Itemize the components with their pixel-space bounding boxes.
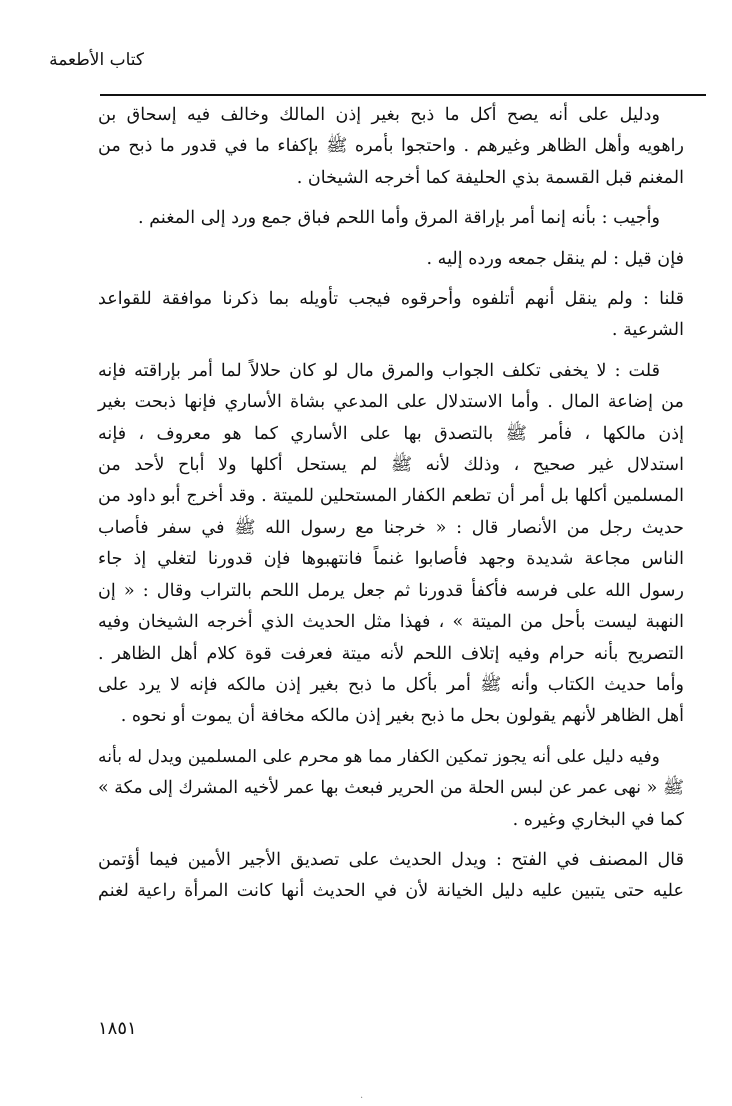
text-line: وأجيب : بأنه إنما أمر بإراقة المرق وأما اللحم فباق جمع ورد إلى المغنم . xyxy=(138,208,660,229)
text-line: النهبة ليست بأحل من الميتة » ، فهذا مثل الحديث الذي أخرجه الشيخان وفيه xyxy=(98,612,684,633)
paragraph xyxy=(98,203,684,234)
text-line: استدلال غير صحيح ، وذلك لأنه ﷺ لم يستحل أكلها ولا أباح لأحد من xyxy=(98,455,684,476)
paragraph xyxy=(98,244,684,275)
text-line: أهل الظاهر لأنهم يقولون بحل ما ذبح بغير إذن مالكه مخافة أن يموت أو نحوه . xyxy=(120,706,684,727)
text-line: رسول الله على فرسه فأكفأ قدورنا ثم جعل يرمل اللحم بالتراب وقال : « إن xyxy=(98,580,684,601)
body-text xyxy=(98,100,684,908)
paragraph xyxy=(98,100,684,194)
paragraph xyxy=(98,284,684,347)
text-line: قلت : لا يخفى تكلف الجواب والمرق مال لو كان حلالاً لما أمر بإراقته فإنه xyxy=(98,360,660,381)
text-line: قال المصنف في الفتح : ويدل الحديث على تصديق الأجير الأمين فيما أؤتمن xyxy=(98,849,684,870)
text-line: كما في البخاري وغيره . xyxy=(512,809,684,830)
text-line: راهويه وأهل الظاهر وغيرهم . واحتجوا بأمره ﷺ بإكفاء ما في قدور ما ذبح من xyxy=(98,136,684,157)
text-line: وفيه دليل على أنه يجوز تمكين الكفار مما هو محرم على المسلمين ويدل له بأنه xyxy=(98,746,660,767)
paragraph xyxy=(98,356,684,733)
text-line: المغنم قبل القسمة بذي الحليفة كما أخرجه الشيخان . xyxy=(296,167,684,188)
text-line: الشرعية . xyxy=(611,320,684,341)
text-line: التصريح بأنه حرام وفيه إتلاف اللحم لأنه ميتة فعرفت قوة كلام أهل الظاهر . xyxy=(98,643,684,664)
footer-mark: . xyxy=(360,1090,364,1101)
text-line: حديث رجل من الأنصار قال : « خرجنا مع رسول الله ﷺ في سفر فأصاب xyxy=(98,517,684,538)
page-number: ١٨٥١ xyxy=(98,1018,137,1039)
paragraph xyxy=(98,742,684,836)
paragraph xyxy=(98,845,684,908)
text-line: ﷺ « نهى عمر عن لبس الحلة من الحرير فبعث بها عمر لأخيه المشرك إلى مكة » xyxy=(98,778,684,799)
text-line: فإن قيل : لم ينقل جمعه ورده إليه . xyxy=(426,248,684,269)
text-line: الناس مجاعة شديدة وجهد فأصابوا غنماً فانتهبوها فإن قدورنا لتغلي إذ جاء xyxy=(98,549,684,570)
text-line: وأما حديث الكتاب وأنه ﷺ أمر بأكل ما ذبح بغير إذن مالكه فإنه لا يرد على xyxy=(98,674,684,695)
text-line: عليه حتى يتبين عليه دليل الخيانة لأن في الحديث أنها كانت المرأة راعية لغنم xyxy=(98,881,684,902)
running-header: كتاب الأطعمة xyxy=(49,50,144,70)
header-rule xyxy=(100,94,706,96)
text-line: من إضاعة المال . وأما الاستدلال على المدعي بشاة الأساري فإنها ذبحت بغير xyxy=(98,392,684,413)
text-line: ودليل على أنه يصح أكل ما ذبح بغير إذن المالك وخالف فيه إسحاق بن xyxy=(98,105,660,125)
text-line: المسلمين أكلها بل أمر أن تطعم الكفار المستحلين للميتة . وقد أخرج أبو داود من xyxy=(98,486,684,507)
text-line: إذن مالكها ، فأمر ﷺ بالتصدق بها على الأساري كما هو معروف ، فإنه xyxy=(98,423,684,444)
text-line: قلنا : ولم ينقل أنهم أتلفوه وأحرقوه فيجب تأويله بما ذكرنا موافقة للقواعد xyxy=(98,289,684,310)
